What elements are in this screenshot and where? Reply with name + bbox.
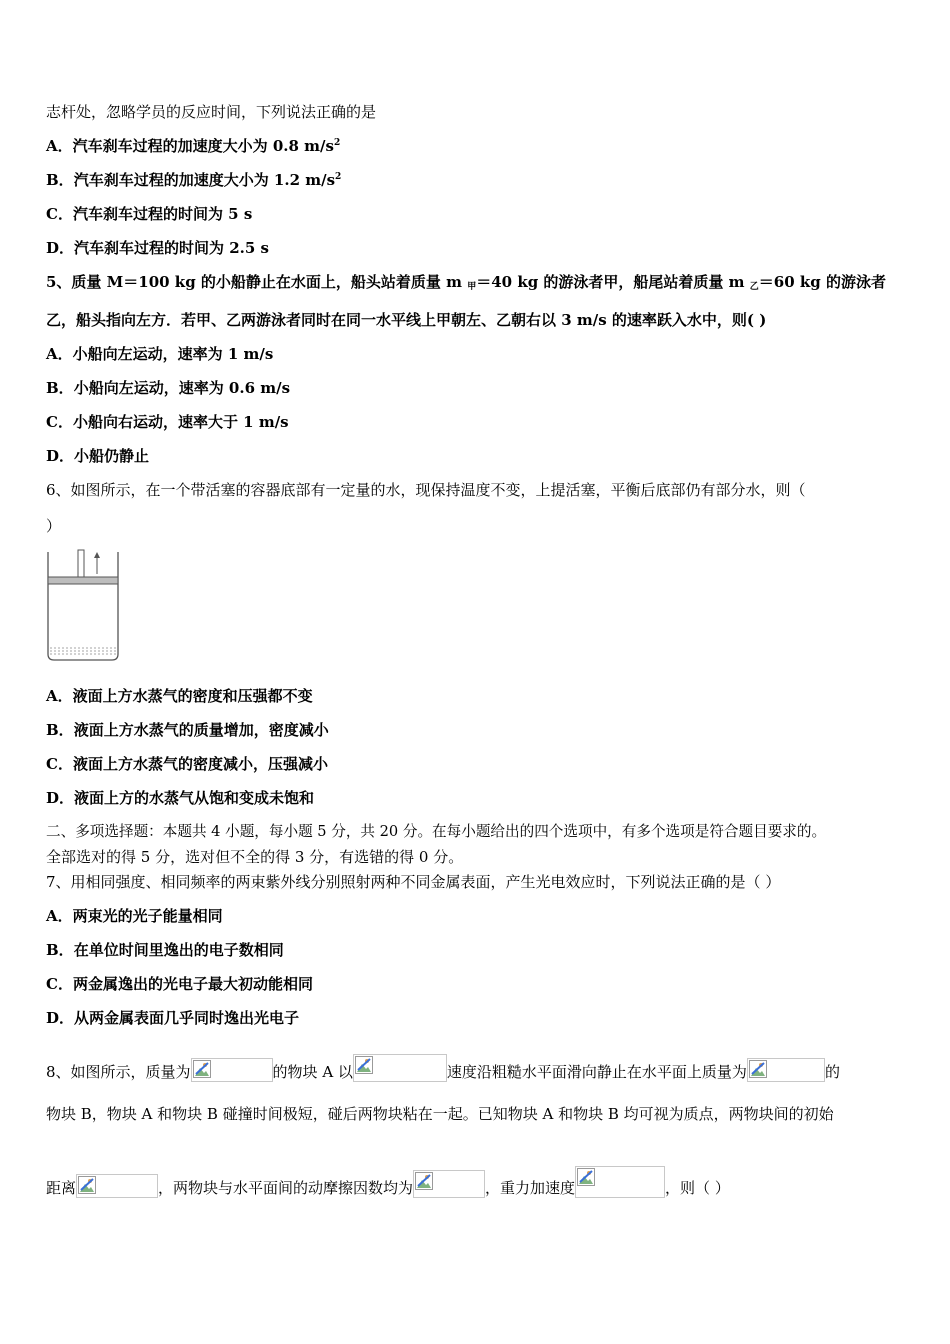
q5-option-b: B．小船向左运动，速率为 0.6 m/s [46,379,291,397]
formula-image-velocity [353,1054,447,1082]
q4-option-a: A．汽车刹车过程的加速度大小为 0.8 $m/s^2$ [46,137,341,155]
broken-image-icon [355,1056,373,1074]
q7-option-c: C．两金属逸出的光电子最大初动能相同 [46,975,313,993]
formula-image-gravity [575,1166,665,1198]
broken-image-icon [749,1060,767,1078]
formula-image-mass-b [747,1058,825,1082]
q7-option-a: A．两束光的光子能量相同 [46,907,223,925]
q6-option-b: B．液面上方水蒸气的质量增加，密度减小 [46,721,329,739]
q6-option-c: C．液面上方水蒸气的密度减小，压强减小 [46,755,328,773]
q4-option-d: D．汽车刹车过程的时间为 2.5 s [46,239,270,257]
formula-image-distance [76,1174,158,1198]
section-2-header-line2: 全部选对的得 5 分，选对但不全的得 3 分，有选错的得 0 分。 [46,848,464,866]
broken-image-icon [577,1168,595,1186]
formula-image-mass-a [191,1058,273,1082]
q5-stem-line2: 乙，船头指向左方．若甲、乙两游泳者同时在同一水平线上甲朝左、乙朝右以 3 m/s 的速率跃入水中，则( ) [46,311,767,329]
broken-image-icon [78,1176,96,1194]
q8-stem-line3: 距离 ，两物块与水平面间的动摩擦因数均为 ，重力加速度 ，则（ ） [46,1166,730,1198]
q8-stem-line2: 物块 B，物块 A 和物块 B 碰撞时间极短，碰后两物块粘在一起。已知物块 A 和物块 B 均可视为质点，两物块间的初始 [46,1105,834,1123]
q6-option-a: A．液面上方水蒸气的密度和压强都不变 [46,687,313,705]
q7-option-b: B．在单位时间里逸出的电子数相同 [46,941,284,959]
q5-option-a: A．小船向左运动，速率为 1 m/s [46,345,274,363]
piston-container-figure [46,548,122,664]
q4-stem: 志杆处，忽略学员的反应时间，下列说法正确的是 [46,103,377,121]
q7-option-d: D．从两金属表面几乎同时逸出光电子 [46,1009,300,1027]
broken-image-icon [193,1060,211,1078]
section-2-header-line1: 二、多项选择题：本题共 4 小题，每小题 5 分，共 20 分。在每小题给出的四个选项中，有多个选项是符合题目要求的。 [46,823,827,840]
q5-option-c: C．小船向右运动，速率大于 1 m/s [46,413,289,431]
q6-option-d: D．液面上方的水蒸气从饱和变成未饱和 [46,789,315,807]
q5-stem-line1: 5、质量 M＝100 kg 的小船静止在水面上，船头站着质量 m $_甲$＝40 kg 的游泳者甲，船尾站着质量 m $_乙$＝60 kg 的游泳者 [46,273,886,292]
q8-stem-line1: 8、如图所示，质量为 的物块 A 以 速度沿粗糙水平面滑向静止在水平面上质量为 的 [46,1054,840,1082]
q6-stem-line1: 6、如图所示，在一个带活塞的容器底部有一定量的水，现保持温度不变，上提活塞，平衡后底部仍有部分水，则（ [46,481,806,499]
q4-option-c: C．汽车刹车过程的时间为 5 s [46,205,253,223]
q5-option-d: D．小船仍静止 [46,447,150,465]
q7-stem: 7、用相同强度、相同频率的两束紫外线分别照射两种不同金属表面，产生光电效应时，下列说法正确的是（ ） [46,873,781,891]
q6-stem-line2: ） [46,517,62,535]
formula-image-friction-coefficient [413,1170,485,1198]
q4-option-b: B．汽车刹车过程的加速度大小为 1.2 $m/s^2$ [46,171,342,189]
broken-image-icon [415,1172,433,1190]
